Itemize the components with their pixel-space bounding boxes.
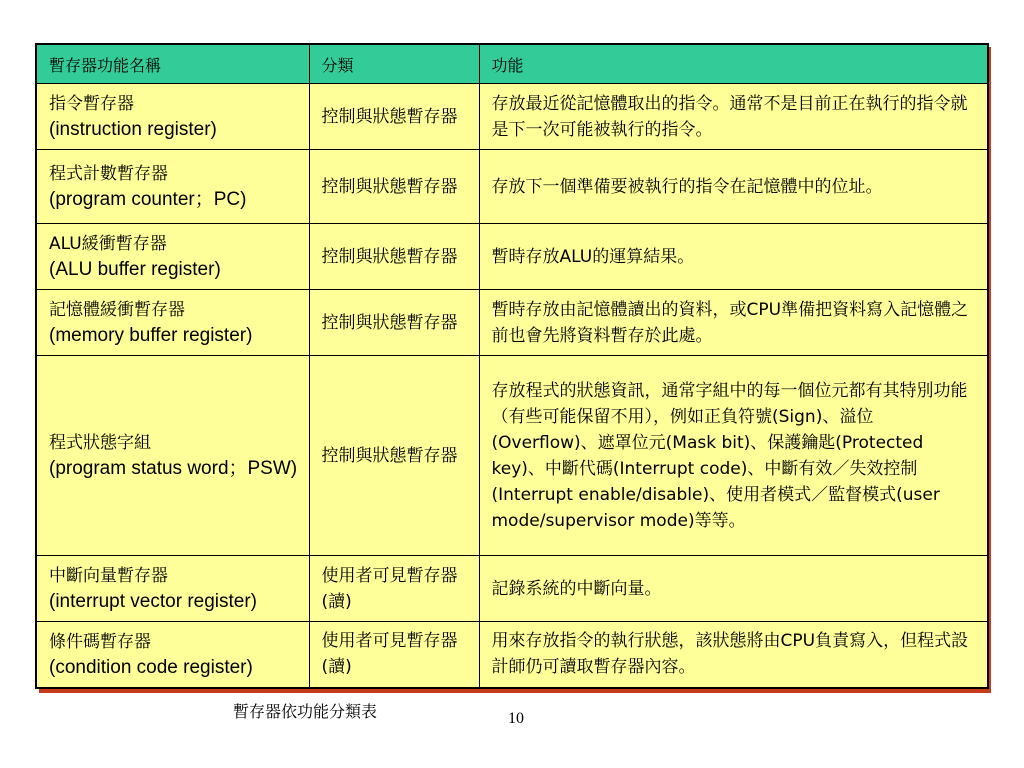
category-cell: 控制與狀態暫存器 <box>309 356 479 556</box>
category-cell: 控制與狀態暫存器 <box>309 224 479 290</box>
table-row <box>36 356 988 556</box>
category-cell: 使用者可見暫存器(讀) <box>309 556 479 622</box>
register-name-zh: 指令暫存器 <box>49 94 134 114</box>
table-row <box>36 224 988 290</box>
function-cell: 暫時存放ALU的運算結果。 <box>479 224 988 290</box>
function-cell: 用來存放指令的執行狀態，該狀態將由CPU負責寫入，但程式設計師仍可讀取暫存器內容。 <box>479 622 988 688</box>
function-cell: 存放程式的狀態資訊，通常字組中的每一個位元都有其特別功能（有些可能保留不用），例如正負符號(Sign)、溢位(Overflow)、遮罩位元(Mask bit)、保護鑰匙(Protected key)、中斷代碼(Interrupt code)、中斷有效／失效控制(Interrupt enable/disable)、使用者模式／監督模式(user mode/supervisor mode)等等。 <box>479 356 988 556</box>
table-row <box>36 84 988 150</box>
register-name-cell <box>36 622 309 688</box>
register-name-en: (ALU buffer register) <box>49 259 221 280</box>
register-name-zh: 程式計數暫存器 <box>49 164 168 184</box>
header-category: 分類 <box>309 44 479 84</box>
function-cell: 存放下一個準備要被執行的指令在記憶體中的位址。 <box>479 150 988 224</box>
category-cell: 控制與狀態暫存器 <box>309 84 479 150</box>
register-name-zh: ALU緩衝暫存器 <box>49 234 167 254</box>
table-row <box>36 622 988 688</box>
register-name-zh: 中斷向量暫存器 <box>49 566 168 586</box>
register-name-en: (memory buffer register) <box>49 325 253 346</box>
register-name-cell <box>36 556 309 622</box>
register-name-en: (program status word；PSW) <box>49 458 298 479</box>
register-name-en: (interrupt vector register) <box>49 591 258 612</box>
register-name-cell <box>36 224 309 290</box>
header-function: 功能 <box>479 44 988 84</box>
register-name-zh: 條件碼暫存器 <box>49 631 151 652</box>
register-name-zh: 記憶體緩衝暫存器 <box>49 300 185 320</box>
category-cell: 控制與狀態暫存器 <box>309 150 479 224</box>
function-cell: 存放最近從記憶體取出的指令。通常不是目前正在執行的指令就是下一次可能被執行的指令。 <box>479 84 988 150</box>
category-cell: 使用者可見暫存器(讀) <box>309 622 479 688</box>
table-header-row <box>36 44 988 84</box>
register-name-zh: 程式狀態字組 <box>49 433 151 453</box>
register-table-wrapper <box>35 43 987 689</box>
function-cell: 暫時存放由記憶體讀出的資料，或CPU準備把資料寫入記憶體之前也會先將資料暫存於此處。 <box>479 290 988 356</box>
header-register-name: 暫存器功能名稱 <box>36 44 309 84</box>
register-name-cell <box>36 84 309 150</box>
function-cell: 記錄系統的中斷向量。 <box>479 556 988 622</box>
register-name-cell <box>36 356 309 556</box>
register-name-en: (condition code register) <box>49 656 253 678</box>
register-function-table <box>35 43 989 689</box>
table-row <box>36 556 988 622</box>
page-number: 10 <box>508 710 524 727</box>
category-cell: 控制與狀態暫存器 <box>309 290 479 356</box>
register-name-en: (program counter；PC) <box>49 189 247 210</box>
register-name-cell <box>36 290 309 356</box>
register-name-cell <box>36 150 309 224</box>
table-row <box>36 290 988 356</box>
register-name-en: (instruction register) <box>49 119 217 140</box>
table-row <box>36 150 988 224</box>
table-caption: 暫存器依功能分類表 <box>233 702 378 721</box>
